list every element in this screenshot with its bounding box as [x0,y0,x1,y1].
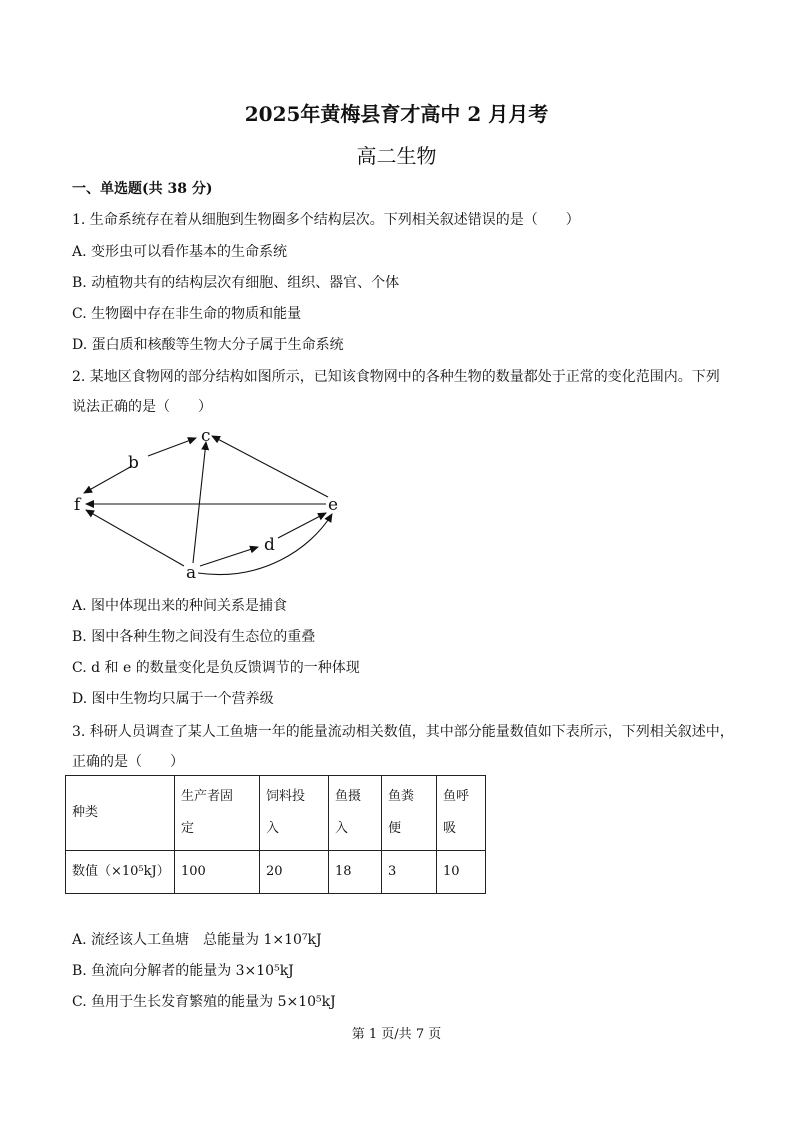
q2-option-b: B. 图中各种生物之间没有生态位的重叠 [72,629,316,645]
table-cell: 3 [382,851,437,894]
arrow-a-to-c [193,442,206,563]
table-header-cell: 饲料投 入 [260,776,329,851]
table-header-cell: 种类 [66,776,175,851]
q1-option-a: A. 变形虫可以看作基本的生命系统 [72,244,288,260]
node-c: c [201,426,211,446]
q2-option-d: D. 图中生物均只属于一个营养级 [72,691,274,707]
energy-table [65,775,486,894]
q2-stem-line2: 说法正确的是（ ） [72,399,212,415]
table-header-cell: 鱼呼 吸 [437,776,486,851]
page-number: 第 1 页/共 7 页 [351,1027,442,1042]
q3-stem-line2: 正确的是（ ） [72,754,184,770]
q3-option-b: B. 鱼流向分解者的能量为 3×10⁵kJ [72,963,294,979]
arrow-b-to-c [148,438,196,456]
exam-title: 2025年黄梅县育才高中 2 月月考 [244,102,549,126]
q2-option-c: C. d 和 e 的数量变化是负反馈调节的一种体现 [72,660,360,676]
table-header-row [66,776,486,851]
q2-stem-line1: 2. 某地区食物网的部分结构如图所示，已知该食物网中的各种生物的数量都处于正常的变化范围内。下列 [72,369,720,385]
q1-option-c: C. 生物圈中存在非生命的物质和能量 [72,306,302,322]
section-heading: 一、单选题(共 38 分) [72,181,213,197]
table-cell: 100 [175,851,260,894]
q3-stem-line1: 3. 科研人员调查了某人工鱼塘一年的能量流动相关数值，其中部分能量数值如下表所示，下列相关叙述中， [72,724,734,740]
arrow-a-to-d [200,547,258,566]
table-header-cell: 生产者固 定 [175,776,260,851]
q1-option-b: B. 动植物共有的结构层次有细胞、组织、器官、个体 [72,275,400,291]
table-row [66,851,486,894]
q3-option-a: A. 流经该人工鱼塘 总能量为 1×10⁷kJ [72,932,322,948]
table-header-cell: 鱼摄 入 [329,776,382,851]
arrow-d-to-e [278,513,326,538]
table-row-label: 数值（×10⁵kJ） [66,851,175,894]
arrow-e-to-c [212,436,328,497]
node-b: b [128,453,139,473]
food-web-diagram [60,420,360,585]
table-cell: 18 [329,851,382,894]
node-a: a [186,563,197,583]
table-cell: 10 [437,851,486,894]
table-cell: 20 [260,851,329,894]
node-e: e [328,495,339,515]
q1-option-d: D. 蛋白质和核酸等生物大分子属于生命系统 [72,337,344,353]
arrow-b-to-f [84,466,132,493]
q3-option-c: C. 鱼用于生长发育繁殖的能量为 5×10⁵kJ [72,994,336,1010]
arrow-a-to-f [86,510,184,566]
node-d: d [264,535,275,555]
q1-stem: 1. 生命系统存在着从细胞到生物圈多个结构层次。下列相关叙述错误的是（ ） [72,212,580,228]
table-header-cell: 鱼粪 便 [382,776,437,851]
node-f: f [74,495,81,515]
q2-option-a: A. 图中体现出来的种间关系是捕食 [72,598,288,614]
exam-subtitle: 高二生物 [356,144,437,168]
